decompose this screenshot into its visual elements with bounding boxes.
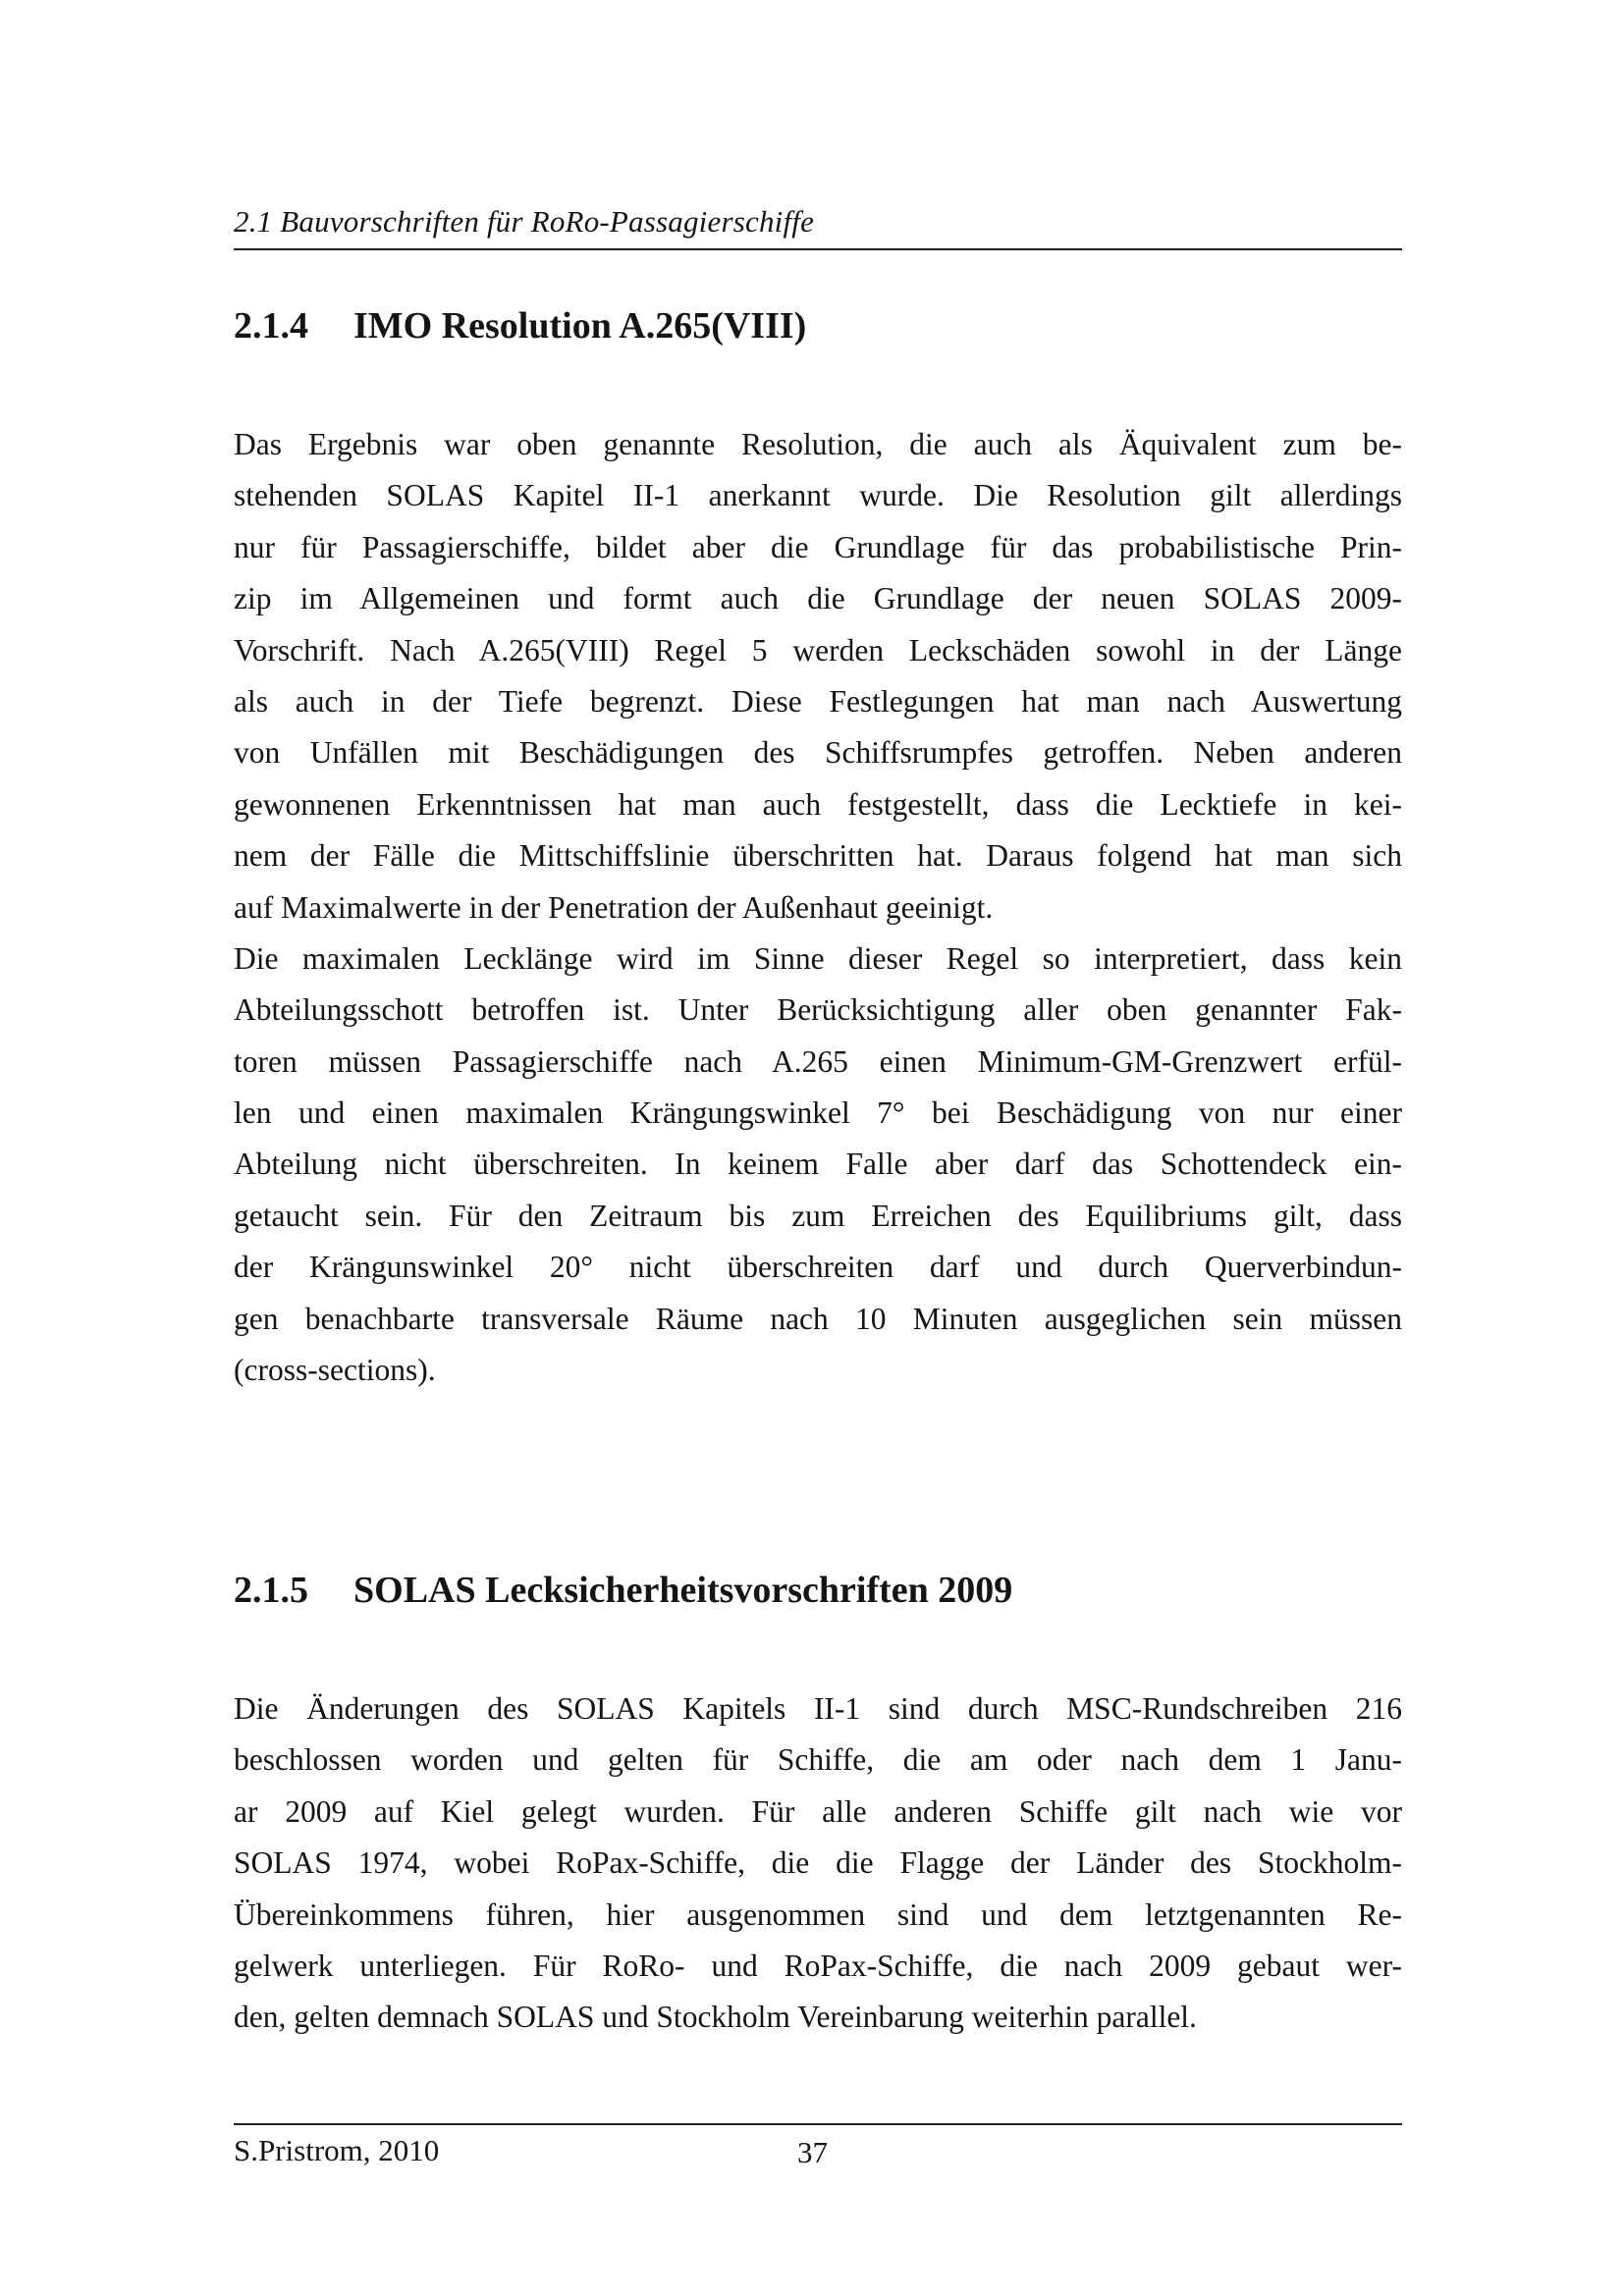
text-line: zip im Allgemeinen und formt auch die Grundlage der neuen SOLAS 2009- [234,581,1402,616]
running-header: 2.1 Bauvorschriften für RoRo-Passagierschiffe [234,204,815,239]
text-line: Das Ergebnis war oben genannte Resolution, die auch als Äquivalent zum be- [234,427,1402,461]
section-title: IMO Resolution A.265(VIII) [353,305,807,347]
text-line: nem der Fälle die Mittschiffslinie überschritten hat. Daraus folgend hat man sich [234,838,1402,874]
text-line: Die maximalen Lecklänge wird im Sinne dieser Regel so interpretiert, dass kein [234,940,1402,976]
footer-author: S.Pristrom, 2010 [234,2133,440,2167]
text-line: den, gelten demnach SOLAS und Stockholm Vereinbarung weiterhin parallel. [234,2000,1197,2035]
section-2-1-4-paragraph [234,419,1402,1396]
text-line: von Unfällen mit Beschädigungen des Schiffsrumpfes getroffen. Neben anderen [234,735,1402,771]
text-line: stehenden SOLAS Kapitel II-1 anerkannt wurde. Die Resolution gilt allerdings [234,478,1402,513]
section-2-1-5-paragraph [234,1683,1402,2044]
text-line: Abteilung nicht überschreiten. In keinem Falle aber darf das Schottendeck ein- [234,1147,1402,1182]
text-line: gen benachbarte transversale Räume nach 10 Minuten ausgeglichen sein müssen [234,1301,1402,1336]
header-rule [234,248,1402,250]
text-line: der Krängunswinkel 20° nicht überschreiten darf und durch Querverbindun- [234,1250,1402,1285]
text-line: SOLAS 1974, wobei RoPax-Schiffe, die die Flagge der Länder des Stockholm- [234,1845,1402,1881]
footer-rule [234,2123,1402,2125]
text-line: gewonnenen Erkenntnissen hat man auch festgestellt, dass die Lecktiefe in kei- [234,786,1402,822]
section-heading-2-1-5 [234,1569,1012,1612]
text-line: getaucht sein. Für den Zeitraum bis zum Erreichen des Equilibriums gilt, dass [234,1198,1402,1233]
text-line: nur für Passagierschiffe, bildet aber die Grundlage für das probabilistische Prin- [234,529,1402,564]
text-line: Vorschrift. Nach A.265(VIII) Regel 5 werden Leckschäden sowohl in der Länge [234,632,1402,667]
text-line: toren müssen Passagierschiffe nach A.265 einen Minimum-GM-Grenzwert erfül- [234,1043,1402,1079]
text-line: (cross-sections). [234,1353,436,1388]
text-line: auf Maximalwerte in der Penetration der Außenhaut geeinigt. [234,889,994,925]
text-line: beschlossen worden und gelten für Schiffe, die am oder nach dem 1 Janu- [234,1742,1402,1778]
section-title: SOLAS Lecksicherheitsvorschriften 2009 [353,1570,1013,1611]
text-line: len und einen maximalen Krängungswinkel 7° bei Beschädigung von nur einer [234,1095,1402,1131]
text-line: als auch in der Tiefe begrenzt. Diese Festlegungen hat man nach Auswertung [234,683,1402,719]
text-line: Die Änderungen des SOLAS Kapitels II-1 sind durch MSC-Rundschreiben 216 [234,1691,1402,1726]
text-line: Abteilungsschott betroffen ist. Unter Berücksichtigung aller oben genannter Fak- [234,992,1402,1028]
page-number: 37 [797,2135,828,2169]
section-number: 2.1.4 [234,305,308,347]
text-line: Übereinkommens führen, hier ausgenommen sind und dem letztgenannten Re- [234,1896,1402,1932]
text-line: ar 2009 auf Kiel gelegt wurden. Für alle anderen Schiffe gilt nach wie vor [234,1793,1402,1829]
section-heading-2-1-4 [234,304,806,347]
section-number: 2.1.5 [234,1570,308,1611]
text-line: gelwerk unterliegen. Für RoRo- und RoPax-Schiffe, die nach 2009 gebaut wer- [234,1948,1402,1983]
